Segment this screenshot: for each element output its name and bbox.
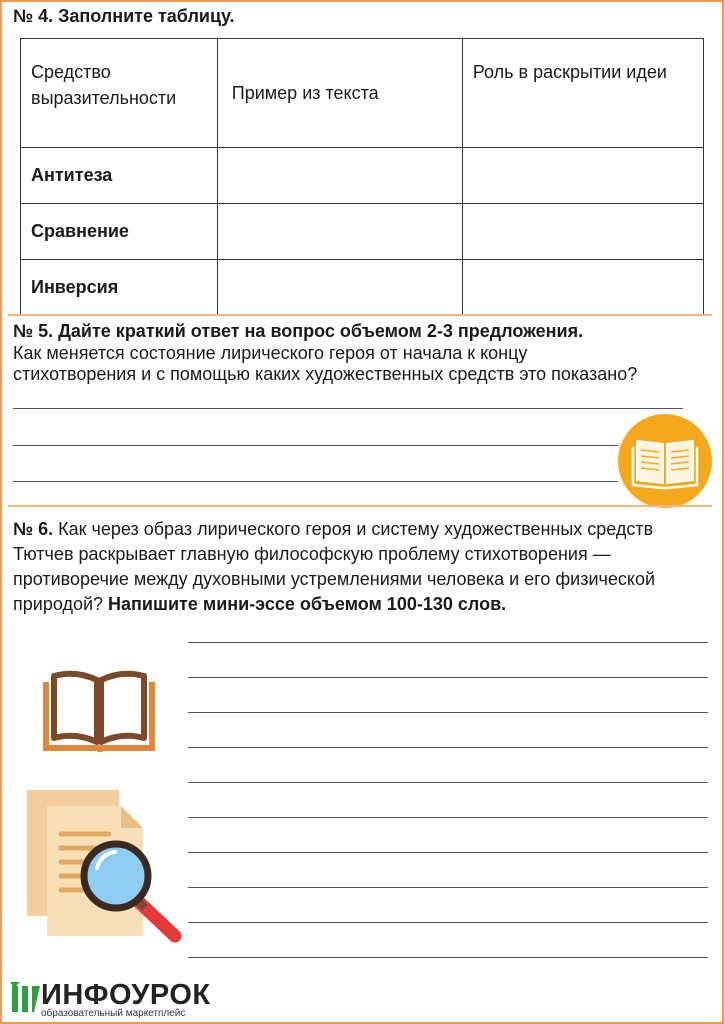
open-book-icon [42,668,156,752]
table-cell-input[interactable] [217,148,462,204]
task5-question [13,343,703,385]
essay-line[interactable] [188,957,708,958]
logo-subtitle: образовательный маркетплейс [41,1008,186,1019]
table-row [21,204,704,260]
task4-title: № 4. Заполните таблицу. [13,6,235,26]
header-example: Пример из текста [217,39,462,148]
task6-question [13,517,713,617]
table-row [21,148,704,204]
essay-line[interactable] [188,712,708,713]
document-magnifier-icon [25,788,190,943]
table-row [21,260,704,316]
header-device: Средство выразительности [21,39,218,148]
task6-instruction: Напишите мини-эссе объемом 100-130 слов. [108,594,507,614]
essay-line[interactable] [188,817,708,818]
essay-line[interactable] [188,677,708,678]
essay-line[interactable] [188,642,708,643]
essay-line[interactable] [188,747,708,748]
essay-line[interactable] [188,782,708,783]
section-divider [8,505,712,507]
essay-line[interactable] [188,887,708,888]
essay-line[interactable] [188,922,708,923]
task6-number: № 6. [13,519,54,539]
open-book-circle-icon [617,413,713,509]
header-role: Роль в раскрытии идеи [462,39,703,148]
answer-line[interactable] [13,481,618,482]
table-cell-input[interactable] [217,204,462,260]
row-label-inversion: Инверсия [21,260,218,316]
table-cell-input[interactable] [462,204,703,260]
table-header-row [21,39,704,148]
task5-line1: Как меняется состояние лирического героя от начала к концу [13,343,528,363]
row-label-antithesis: Антитеза [21,148,218,204]
row-label-comparison: Сравнение [21,204,218,260]
essay-line[interactable] [188,852,708,853]
section-divider [8,314,712,316]
table-cell-input[interactable] [217,260,462,316]
task6-text: Как через образ лирического героя и систему художественных средств Тютчев раскрывает главную философскую проблему стихотворения — противоречие между духовными устремлениями человека и его физической природой? [13,519,656,614]
table-cell-input[interactable] [462,260,703,316]
logo-name: ИНФОУРОК [41,979,211,1011]
answer-line[interactable] [13,408,683,409]
answer-table [20,38,704,316]
answer-line[interactable] [13,445,618,446]
task5-title: № 5. Дайте краткий ответ на вопрос объемом 2-3 предложения. [13,321,584,341]
infourok-logo-icon [10,982,40,1016]
task5-line2: стихотворения и с помощью каких художественных средств это показано? [13,364,638,384]
table-cell-input[interactable] [462,148,703,204]
